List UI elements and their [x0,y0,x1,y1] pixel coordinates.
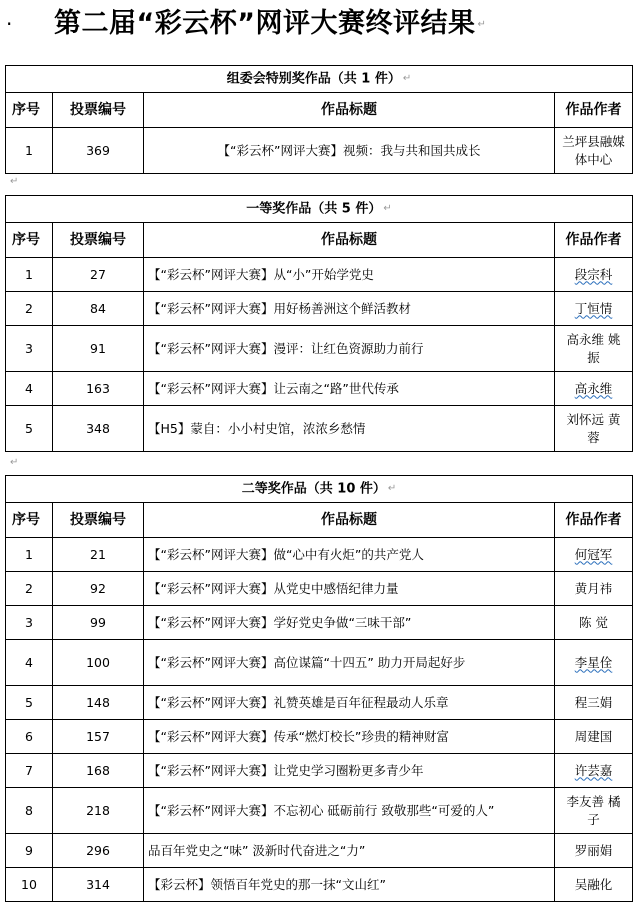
cell-no: 5 [6,686,53,720]
table-row [6,406,633,452]
cell-title: 【“彩云杯”网评大赛】高位谋篇“十四五” 助力开局起好步 [144,640,555,686]
cell-vote: 21 [53,538,144,572]
page-title [0,2,637,46]
cell-author: 高永维 姚 振 [555,326,633,372]
col-header-title: 作品标题 [144,93,555,128]
col-header-author: 作品作者 [555,93,633,128]
cell-no: 1 [6,128,53,174]
cell-author: 丁恒情 [555,292,633,326]
paragraph-mark: ↵ [477,18,487,30]
paragraph-mark: ↵ [10,457,19,468]
second-prize-table [5,475,633,902]
cell-author: 兰坪县融媒体中心 [555,128,633,174]
table-row [6,372,633,406]
table-row [6,572,633,606]
cell-no: 10 [6,868,53,902]
col-header-vote: 投票编号 [53,223,144,258]
table-row [6,640,633,686]
cell-title: 【“彩云杯”网评大赛】学好党史争做“三味干部” [144,606,555,640]
cell-no: 7 [6,754,53,788]
cell-author: 吴融化 [555,868,633,902]
cell-no: 1 [6,538,53,572]
cell-author: 段宗科 [555,258,633,292]
cell-vote: 91 [53,326,144,372]
cell-vote: 348 [53,406,144,452]
cell-title: 【“彩云杯”网评大赛】传承“燃灯校长”珍贵的精神财富 [144,720,555,754]
cell-author: 周建国 [555,720,633,754]
cell-no: 2 [6,292,53,326]
special-award-table [5,65,633,174]
cell-author: 罗丽娟 [555,834,633,868]
cell-vote: 168 [53,754,144,788]
cell-title: 【“彩云杯”网评大赛】漫评：让红色资源助力前行 [144,326,555,372]
cell-no: 9 [6,834,53,868]
table-row [6,128,633,174]
col-header-author: 作品作者 [555,223,633,258]
table-row [6,606,633,640]
col-header-author: 作品作者 [555,503,633,538]
cell-vote: 157 [53,720,144,754]
table-row [6,538,633,572]
paragraph-mark: ↵ [10,176,19,187]
cell-title: 【H5】蒙自：小小村史馆，浓浓乡愁情 [144,406,555,452]
table-row [6,326,633,372]
cell-author: 李星佺 [555,640,633,686]
cell-title: 【“彩云杯”网评大赛】用好杨善洲这个鲜活教材 [144,292,555,326]
table-row [6,686,633,720]
cell-author: 许芸嘉 [555,754,633,788]
cell-no: 6 [6,720,53,754]
cell-vote: 314 [53,868,144,902]
cell-title: 品百年党史之“味” 汲新时代奋进之“力” [144,834,555,868]
table-caption: 二等奖作品（共 10 件） ↵ [6,476,633,503]
cell-vote: 369 [53,128,144,174]
cell-title: 【“彩云杯”网评大赛】让党史学习圈粉更多青少年 [144,754,555,788]
cell-vote: 99 [53,606,144,640]
table-row [6,788,633,834]
cell-title: 【“彩云杯”网评大赛】从“小”开始学党史 [144,258,555,292]
cell-no: 3 [6,606,53,640]
col-header-title: 作品标题 [144,223,555,258]
cell-title: 【“彩云杯”网评大赛】视频：我与共和国共成长 [144,128,555,174]
table-row [6,720,633,754]
cell-author: 高永维 [555,372,633,406]
cell-no: 4 [6,640,53,686]
col-header-no: 序号 [6,93,53,128]
cell-title: 【“彩云杯”网评大赛】让云南之“路”世代传承 [144,372,555,406]
col-header-vote: 投票编号 [53,503,144,538]
cell-vote: 218 [53,788,144,834]
cell-vote: 92 [53,572,144,606]
cell-vote: 163 [53,372,144,406]
cell-no: 2 [6,572,53,606]
cell-author: 程三娟 [555,686,633,720]
col-header-no: 序号 [6,223,53,258]
cell-no: 4 [6,372,53,406]
document-title: 第二届“彩云杯”网评大赛终评结果 ↵ [54,8,487,39]
cell-title: 【彩云杯】领悟百年党史的那一抹“文山红” [144,868,555,902]
table-row [6,258,633,292]
cell-vote: 296 [53,834,144,868]
cell-vote: 100 [53,640,144,686]
col-header-title: 作品标题 [144,503,555,538]
col-header-no: 序号 [6,503,53,538]
cell-author: 黄月祎 [555,572,633,606]
cell-vote: 84 [53,292,144,326]
cell-author: 李友善 橘 子 [555,788,633,834]
cell-title: 【“彩云杯”网评大赛】从党史中感悟纪律力量 [144,572,555,606]
table-caption: 一等奖作品（共 5 件） ↵ [6,196,633,223]
table-row [6,868,633,902]
bullet-mark: · [6,12,13,36]
table-row [6,754,633,788]
table-row [6,834,633,868]
cell-vote: 27 [53,258,144,292]
cell-author: 陈 觉 [555,606,633,640]
cell-no: 3 [6,326,53,372]
cell-no: 1 [6,258,53,292]
cell-title: 【“彩云杯”网评大赛】做“心中有火炬”的共产党人 [144,538,555,572]
cell-author: 何冠军 [555,538,633,572]
table-row [6,292,633,326]
cell-vote: 148 [53,686,144,720]
col-header-vote: 投票编号 [53,93,144,128]
table-caption: 组委会特别奖作品（共 1 件） ↵ [6,66,633,93]
cell-title: 【“彩云杯”网评大赛】礼赞英雄是百年征程最动人乐章 [144,686,555,720]
cell-no: 8 [6,788,53,834]
first-prize-table [5,195,633,452]
cell-title: 【“彩云杯”网评大赛】不忘初心 砥砺前行 致敬那些“可爱的人” [144,788,555,834]
cell-author: 刘怀远 黄 蓉 [555,406,633,452]
cell-no: 5 [6,406,53,452]
